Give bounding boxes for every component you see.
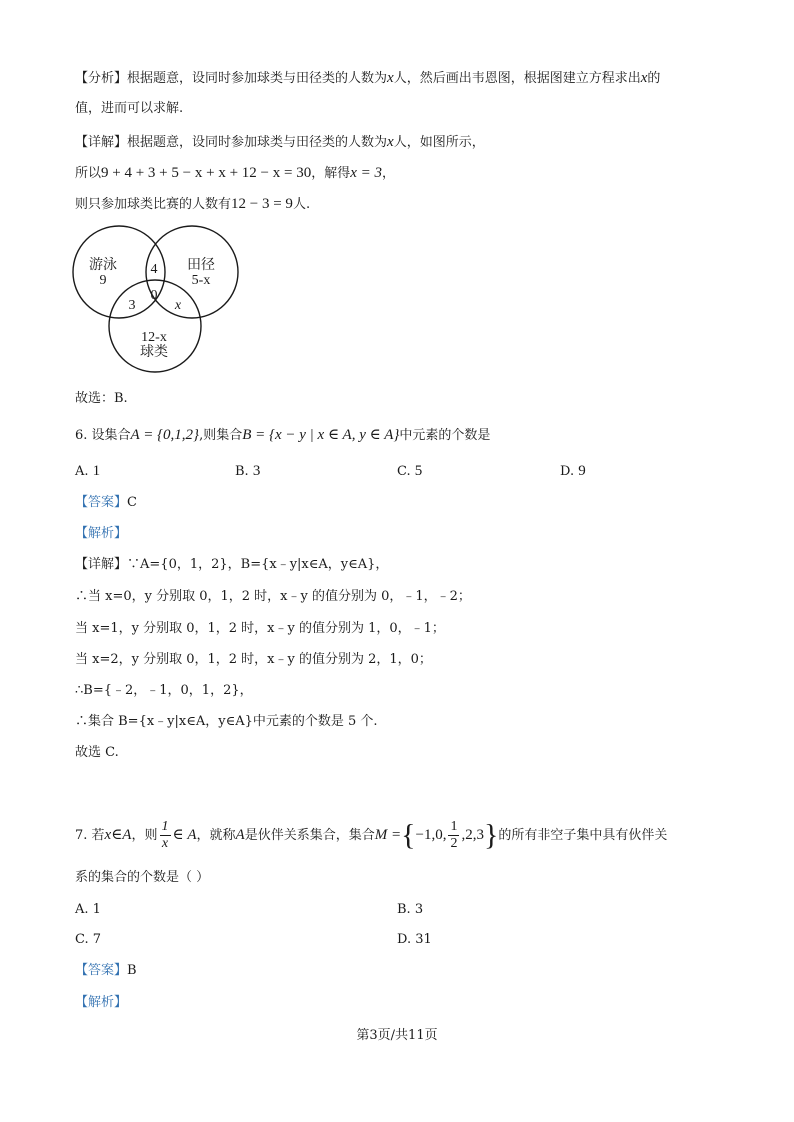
- solution: x = 3: [350, 165, 382, 181]
- option-label: B.: [235, 464, 249, 479]
- q7-option-a: [75, 900, 101, 920]
- option-label: A.: [75, 902, 89, 917]
- half-numerator: 1: [450, 819, 458, 834]
- fraction-numerator: 1: [161, 819, 169, 834]
- q6-stem: [75, 425, 490, 446]
- q7-in-a: ∈ A: [172, 827, 197, 843]
- ball-label: 球类: [140, 345, 168, 360]
- eq-text-1: 所以: [75, 166, 102, 181]
- q7-half: [448, 819, 459, 852]
- q7-m-elems-2: ,2,3: [461, 827, 484, 843]
- prev-choice: 故选：B.: [75, 391, 128, 406]
- equation: 9 + 4 + 3 + 5 − x + x + 12 − x = 30: [101, 165, 312, 181]
- eq-text-3: ，: [382, 166, 396, 181]
- detail-text: ∵A={0，1，2}，B={x﹣y|x∈A，y∈A}，: [127, 557, 389, 572]
- answer-tag: 【答案】: [75, 963, 128, 978]
- q7-continuation: 系的集合的个数是（ ）: [75, 870, 210, 885]
- q6-stem-pre: 6. 设集合: [75, 428, 131, 443]
- option-value: 1: [92, 902, 101, 917]
- option-label: A.: [75, 464, 89, 479]
- option-value: 5: [414, 463, 423, 479]
- q7-text-1: ，则: [131, 828, 158, 843]
- swim-ball-value: 3: [128, 298, 136, 313]
- q7-analysis-tag: 【解析】: [75, 995, 128, 1010]
- answer-value: C: [127, 495, 137, 510]
- q7-fraction: [160, 819, 171, 852]
- q6-answer: [75, 493, 137, 513]
- option-label: C.: [75, 932, 89, 947]
- q6-detail-line-5: ∴B={﹣2，﹣1，0，1，2}，: [75, 683, 253, 698]
- q7-option-c: [75, 930, 101, 950]
- q7-stem: [75, 815, 667, 856]
- q6-option-a: [75, 461, 100, 482]
- detail-tag: 【详解】: [75, 557, 128, 572]
- analysis-text-2: 人，然后画出韦恩图，根据图建立方程求出: [393, 71, 641, 86]
- q6-set-b: B = {x − y | x ∈ A, y ∈ A}: [242, 427, 400, 443]
- analysis-text-3: 的: [647, 71, 661, 86]
- all-three-value: 0: [150, 288, 158, 303]
- q6-set-a: A = {0,1,2}: [130, 427, 200, 443]
- ball-text-1: 则只参加球类比赛的人数有: [75, 197, 232, 212]
- analysis-text-1: 根据题意，设同时参加球类与田径类的人数为: [127, 71, 388, 86]
- q6-option-c: [397, 461, 422, 482]
- detail-text-1: 根据题意，设同时参加球类与田径类的人数为: [127, 135, 388, 150]
- page-footer: 第3页/共11页: [356, 1028, 438, 1043]
- analysis-tag: 【分析】: [75, 71, 128, 86]
- track-ball-value: x: [174, 298, 182, 313]
- q6-detail-line-6: ∴集合 B={x﹣y|x∈A，y∈A}中元素的个数是 5 个.: [75, 714, 378, 729]
- q7-num: 7. 若: [75, 828, 105, 843]
- detail-paragraph: [75, 132, 485, 153]
- q7-m-elems-1: −1,0,: [415, 827, 447, 843]
- option-value: 31: [415, 932, 432, 947]
- swim-track-value: 4: [150, 262, 158, 277]
- q6-stem-post: 中元素的个数是: [399, 428, 491, 443]
- option-value: 9: [578, 463, 586, 479]
- q6-detail-line-2: ∴当 x=0，y 分别取 0，1，2 时，x﹣y 的值分别为 0，﹣1，﹣2；: [75, 589, 471, 604]
- var-x: x: [387, 70, 394, 86]
- swim-label: 游泳: [89, 258, 117, 273]
- option-value: 1: [92, 463, 101, 479]
- q7-a: A: [235, 827, 245, 843]
- q6-stem-mid: ,则集合: [199, 428, 243, 443]
- ball-count-line: [75, 194, 310, 215]
- var-x: x: [387, 134, 394, 150]
- option-value: 3: [414, 902, 424, 917]
- option-value: 3: [252, 463, 261, 479]
- eq-text-2: ，解得: [311, 166, 351, 181]
- q6-detail-line-1: [75, 555, 388, 575]
- answer-value: B: [127, 963, 137, 978]
- answer-tag: 【答案】: [75, 495, 128, 510]
- right-brace: }: [483, 818, 499, 852]
- track-value: 5-x: [191, 273, 211, 288]
- option-value: 7: [92, 932, 102, 947]
- ball-value: 12-x: [141, 330, 167, 345]
- q7-answer: [75, 961, 137, 981]
- option-label: C.: [397, 464, 411, 479]
- option-label: D.: [560, 464, 575, 479]
- q7-m-eq: M =: [374, 827, 402, 843]
- swim-value: 9: [99, 273, 107, 288]
- q7-option-d: [397, 930, 432, 950]
- left-brace: {: [401, 818, 416, 852]
- half-denominator: 2: [450, 836, 458, 851]
- track-label: 田径: [187, 258, 215, 273]
- q6-detail-line-4: 当 x=2，y 分别取 0，1，2 时，x﹣y 的值分别为 2，1，0；: [75, 652, 432, 667]
- option-label: D.: [397, 932, 412, 947]
- q6-detail-line-7: 故选 C.: [75, 745, 119, 760]
- detail-text-2: 人，如图所示，: [393, 135, 485, 150]
- q6-option-b: [235, 461, 260, 482]
- q7-text-4: 的所有非空子集中具有伙伴关: [498, 828, 668, 843]
- q7-text-3: 是伙伴关系集合，集合: [244, 828, 375, 843]
- var-x: x: [640, 70, 648, 86]
- q7-text-2: ，就称: [196, 828, 236, 843]
- ball-equation: 12 − 3 = 9: [231, 196, 293, 212]
- venn-diagram: [70, 225, 250, 375]
- fraction-denominator: x: [161, 836, 169, 851]
- q7-cond: x∈A: [104, 827, 132, 843]
- q6-option-d: [560, 461, 586, 482]
- equation-line: [75, 163, 395, 184]
- detail-tag: 【详解】: [75, 135, 128, 150]
- analysis-continuation: 值，进而可以求解.: [75, 101, 184, 116]
- option-label: B.: [397, 902, 411, 917]
- analysis-paragraph: [75, 68, 660, 89]
- q7-option-b: [397, 900, 423, 920]
- ball-text-2: 人.: [292, 197, 311, 212]
- q6-analysis-tag: 【解析】: [75, 526, 128, 541]
- q6-detail-line-3: 当 x=1，y 分别取 0，1，2 时，x﹣y 的值分别为 1，0，﹣1；: [75, 621, 445, 636]
